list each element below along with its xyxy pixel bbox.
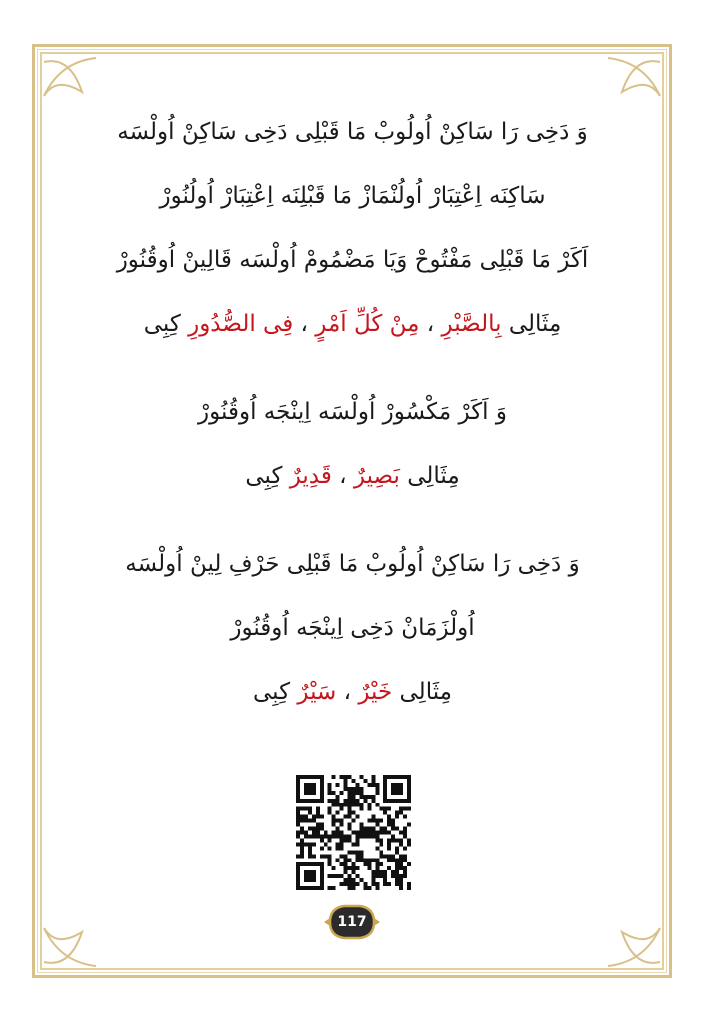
corner-ornament-bottom-left (44, 928, 82, 963)
text-segment: اُولْزَمَانْ دَخِى اِينْجَه اُوقُنُورْ (230, 615, 475, 641)
text-segment: سَاكِنَه اِعْتِبَارْ اُولُنْمَازْ مَا قَبْلِنَه اِعْتِبَارْ اُولُنُورْ (159, 183, 546, 209)
paragraph-gap (70, 508, 635, 532)
text-segment: كِبِى (245, 463, 290, 489)
qr-code-icon[interactable] (296, 775, 411, 890)
highlighted-example: بَصِيرٌ (353, 463, 400, 489)
text-segment: كِبِى (253, 679, 298, 705)
highlighted-example: مِنْ كُلِّ اَمْرٍ (315, 311, 420, 337)
text-segment: ، (293, 311, 316, 337)
highlighted-example: فِى الصُّدُورِ (188, 311, 294, 337)
document-body (70, 100, 635, 724)
text-line (70, 100, 635, 164)
text-segment: ، (336, 679, 359, 705)
text-segment: مِثَالِى (399, 463, 460, 489)
text-segment: ، (331, 463, 354, 489)
text-line (70, 444, 635, 508)
text-segment: مِثَالِى (392, 679, 452, 705)
text-segment: وَ دَخِى رَا سَاكِنْ اُولُوبْ مَا قَبْلِى حَرْفِ لِينْ اُولْسَه (125, 551, 580, 577)
text-segment: كِبِى (143, 311, 189, 337)
corner-ornament-bottom-right (622, 928, 660, 963)
text-line (70, 532, 635, 596)
highlighted-example: سَيْرٌ (297, 679, 337, 705)
corner-ornament-top-left (44, 61, 82, 96)
text-line (70, 380, 635, 444)
text-segment: اَكَرْ مَا قَبْلِى مَفْتُوحْ وَيَا مَضْمُومْ اُولْسَه قَالِينْ اُوقُنُورْ (116, 247, 589, 273)
highlighted-example: خَيْرٌ (358, 679, 393, 705)
corner-ornament-top-right (622, 61, 660, 96)
text-segment: وَ دَخِى رَا سَاكِنْ اُولُوبْ مَا قَبْلِى دَخِى سَاكِنْ اُولْسَه (117, 119, 588, 145)
text-line (70, 164, 635, 228)
text-line (70, 292, 635, 356)
text-segment: وَ اَكَرْ مَكْسُورْ اُولْسَه اِينْجَه اُوقُنُورْ (198, 399, 507, 425)
text-line (70, 596, 635, 660)
text-line (70, 228, 635, 292)
text-segment: مِثَالِى (501, 311, 562, 337)
highlighted-example: قَدِيرٌ (289, 463, 332, 489)
highlighted-example: بِالصَّبْرِ (441, 311, 502, 337)
text-line (70, 660, 635, 724)
page-number: 117 (337, 914, 367, 930)
text-segment: ، (419, 311, 442, 337)
paragraph-gap (70, 356, 635, 380)
